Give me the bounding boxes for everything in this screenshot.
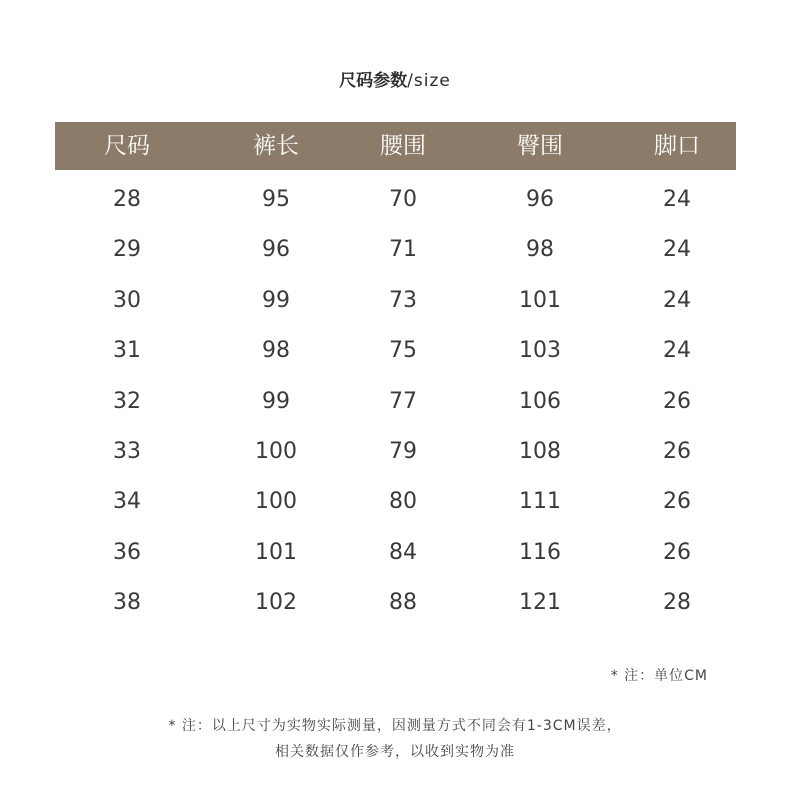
- table-row: [55, 321, 736, 371]
- table-row: [55, 573, 736, 623]
- cell-hip: 106: [519, 388, 561, 414]
- cell-leg-opening: 28: [663, 590, 691, 616]
- cell-leg-opening: 24: [663, 187, 691, 212]
- cell-hip: 121: [519, 590, 561, 616]
- cell-pants-length: 99: [262, 287, 290, 313]
- header-waist: 腰围: [380, 133, 426, 159]
- cell-waist: 75: [389, 338, 417, 364]
- unit-note: * 注：单位CM: [610, 668, 708, 684]
- cell-waist: 71: [389, 237, 417, 263]
- cell-leg-opening: 26: [663, 438, 691, 464]
- cell-waist: 84: [389, 539, 417, 565]
- header-hip: 臀围: [517, 133, 563, 159]
- cell-size: 36: [113, 539, 141, 565]
- cell-size: 33: [113, 438, 141, 464]
- cell-size: 34: [113, 489, 141, 515]
- title-sub: /size: [407, 71, 451, 91]
- cell-hip: 96: [526, 187, 554, 212]
- footnote-line-2: 相关数据仅作参考，以收到实物为准: [275, 744, 515, 760]
- header-pants-length: 裤长: [253, 133, 299, 159]
- cell-hip: 98: [526, 237, 554, 263]
- cell-waist: 70: [389, 187, 417, 212]
- cell-leg-opening: 26: [663, 489, 691, 515]
- cell-pants-length: 100: [255, 489, 297, 515]
- cell-size: 31: [113, 338, 141, 364]
- cell-leg-opening: 26: [663, 539, 691, 565]
- cell-hip: 103: [519, 338, 561, 364]
- cell-size: 30: [113, 287, 141, 313]
- cell-pants-length: 96: [262, 237, 290, 263]
- table-row: [55, 472, 736, 522]
- header-leg-opening: 脚口: [654, 133, 700, 159]
- size-table: [55, 122, 736, 624]
- cell-leg-opening: 24: [663, 287, 691, 313]
- cell-pants-length: 102: [255, 590, 297, 616]
- cell-hip: 116: [519, 539, 561, 565]
- cell-waist: 80: [389, 489, 417, 515]
- cell-leg-opening: 26: [663, 388, 691, 414]
- cell-size: 32: [113, 388, 141, 414]
- cell-waist: 77: [389, 388, 417, 414]
- cell-pants-length: 99: [262, 388, 290, 414]
- cell-pants-length: 95: [262, 187, 290, 212]
- table-body: [55, 170, 736, 624]
- cell-hip: 101: [519, 287, 561, 313]
- cell-waist: 73: [389, 287, 417, 313]
- cell-size: 28: [113, 187, 141, 212]
- cell-pants-length: 100: [255, 438, 297, 464]
- cell-leg-opening: 24: [663, 338, 691, 364]
- table-row: [55, 271, 736, 321]
- cell-hip: 108: [519, 438, 561, 464]
- table-row: [55, 372, 736, 422]
- cell-hip: 111: [519, 489, 561, 515]
- table-row: [55, 170, 736, 220]
- table-row: [55, 422, 736, 472]
- footnote-line-1: * 注：以上尺寸为实物实际测量，因测量方式不同会有1-3CM误差，: [168, 718, 622, 734]
- header-size: 尺码: [104, 133, 150, 159]
- title-main: 尺码参数: [339, 71, 408, 91]
- size-chart-title: [0, 66, 790, 91]
- table-header: [55, 122, 736, 170]
- cell-pants-length: 101: [255, 539, 297, 565]
- cell-size: 29: [113, 237, 141, 263]
- cell-leg-opening: 24: [663, 237, 691, 263]
- cell-waist: 88: [389, 590, 417, 616]
- cell-waist: 79: [389, 438, 417, 464]
- cell-pants-length: 98: [262, 338, 290, 364]
- table-row: [55, 523, 736, 573]
- table-row: [55, 220, 736, 270]
- cell-size: 38: [113, 590, 141, 616]
